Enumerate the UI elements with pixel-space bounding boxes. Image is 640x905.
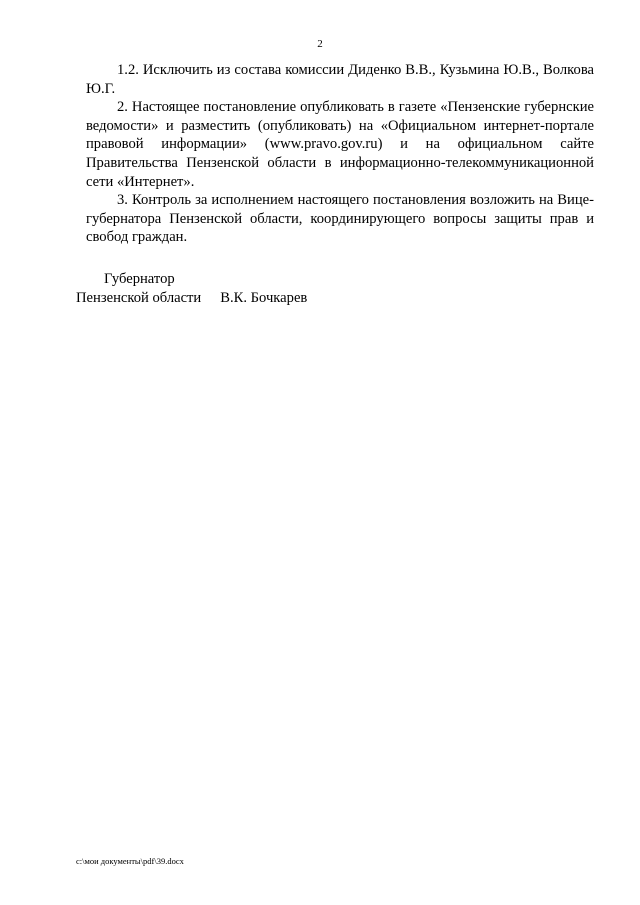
signature-title: Губернатор [104, 271, 175, 287]
signature-name: В.К. Бочкарев [220, 290, 308, 306]
signature-block [76, 270, 307, 308]
signature-region: Пензенской области [76, 290, 202, 306]
paragraph-3: 3. Контроль за исполнением настоящего постановления возложить на Вице-губернатора Пензенской области, координирующего вопросы защиты прав и свобод граждан. [86, 192, 594, 246]
paragraph-2: 2. Настоящее постановление опубликовать в газете «Пензенские губернские ведомости» и разместить (опубликовать) на «Официальном интернет-портале правовой информации» (www.pravo.gov.ru) и на официальном сайте Правительства Пензенской области в информационно-телекоммуникационной сети «Интернет». [86, 99, 594, 190]
signature-row [76, 289, 307, 308]
paragraph-1-2: 1.2. Исключить из состава комиссии Диденко В.В., Кузьмина Ю.В., Волкова Ю.Г. [86, 62, 594, 97]
page-number: 2 [317, 38, 323, 50]
document-body [86, 61, 594, 247]
footer-file-path: c:\мои документы\pdf\39.docx [76, 856, 184, 866]
